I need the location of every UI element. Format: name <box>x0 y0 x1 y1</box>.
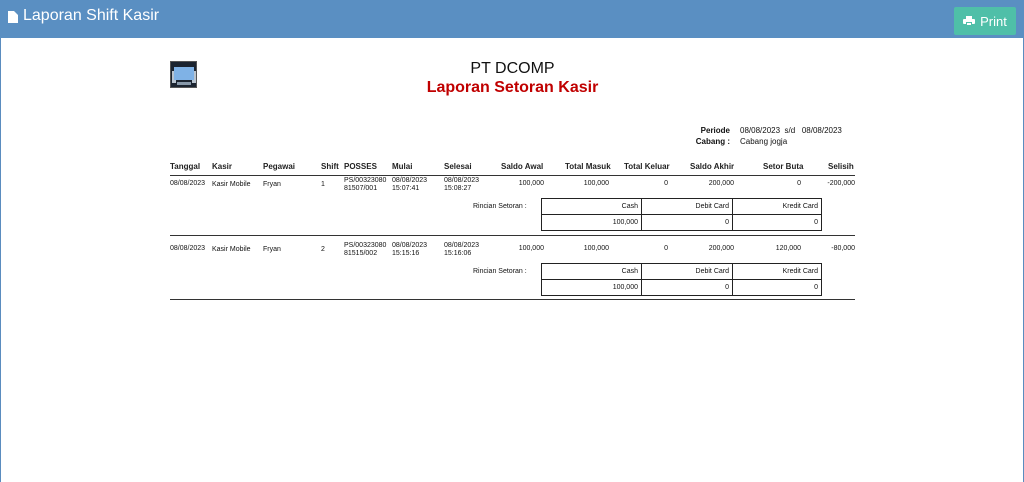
periode-value: 08/08/2023 s/d 08/08/2023 <box>740 126 842 135</box>
cell-total-masuk: 100,000 <box>583 245 609 252</box>
row-divider <box>170 235 855 236</box>
cell-mulai-time: 15:07:41 <box>392 185 420 192</box>
setoran-table <box>541 263 822 296</box>
cell-tanggal: 08/08/2023 <box>170 180 206 187</box>
cell-pegawai: Fryan <box>263 181 281 188</box>
cell-selesai-time: 15:16:06 <box>444 250 472 257</box>
cell-selisih: -80,000 <box>831 245 855 252</box>
setoran-header-cash: Cash <box>542 199 642 215</box>
cell-posses-line1: PS/00323080 <box>344 242 387 249</box>
cell-selesai-date: 08/08/2023 <box>444 177 480 184</box>
printer-icon <box>963 16 975 26</box>
table-header <box>170 156 855 176</box>
table-row <box>170 242 855 302</box>
cell-mulai-date: 08/08/2023 <box>392 242 428 249</box>
cell-mulai-time: 15:15:16 <box>392 250 420 257</box>
col-saldo-akhir: Saldo Akhir <box>690 162 735 171</box>
cell-total-keluar: 0 <box>664 245 668 252</box>
setoran-debit: 0 <box>642 280 733 296</box>
setoran-header-cash: Cash <box>542 264 642 280</box>
setoran-kredit: 0 <box>733 280 822 296</box>
rincian-label: Rincian Setoran : <box>473 268 527 275</box>
col-posses: POSSES <box>344 162 377 171</box>
col-total-masuk: Total Masuk <box>565 162 611 171</box>
cell-selesai-time: 15:08:27 <box>444 185 472 192</box>
cell-posses-line1: PS/00323080 <box>344 177 387 184</box>
company-name: PT DCOMP <box>470 60 555 77</box>
report-title: Laporan Setoran Kasir <box>426 79 599 96</box>
page-title-text: Laporan Shift Kasir <box>23 7 160 24</box>
cell-total-masuk: 100,000 <box>583 180 609 187</box>
col-saldo-awal: Saldo Awal <box>501 162 544 171</box>
print-button-label: Print <box>980 13 1007 29</box>
top-bar <box>0 0 1024 38</box>
cell-total-keluar: 0 <box>664 180 668 187</box>
cell-shift: 2 <box>321 246 325 253</box>
col-mulai: Mulai <box>392 162 413 171</box>
col-tanggal: Tanggal <box>170 162 201 171</box>
cabang-label: Cabang : <box>695 137 730 146</box>
cell-saldo-akhir: 200,000 <box>708 245 734 252</box>
setoran-header-debit: Debit Card <box>642 199 733 215</box>
col-selesai: Selesai <box>444 162 472 171</box>
page-title <box>8 7 159 25</box>
setoran-header-kredit: Kredit Card <box>733 199 822 215</box>
cell-tanggal: 08/08/2023 <box>170 245 206 252</box>
setoran-table <box>541 198 822 231</box>
document-icon <box>8 11 18 23</box>
cell-mulai-date: 08/08/2023 <box>392 177 428 184</box>
cell-pegawai: Fryan <box>263 246 281 253</box>
setoran-cash: 100,000 <box>542 280 642 296</box>
col-selisih: Selisih <box>828 162 854 171</box>
col-setor-buta: Setor Buta <box>763 162 804 171</box>
cell-posses-line2: 81507/001 <box>344 185 378 192</box>
cell-kasir: Kasir Mobile <box>212 181 251 188</box>
col-shift: Shift <box>321 162 339 171</box>
cell-setor-buta: 0 <box>797 180 801 187</box>
setoran-header-debit: Debit Card <box>642 264 733 280</box>
col-pegawai: Pegawai <box>263 162 296 171</box>
cell-selisih: -200,000 <box>827 180 855 187</box>
cell-selesai-date: 08/08/2023 <box>444 242 480 249</box>
table-row <box>170 177 855 237</box>
setoran-header-kredit: Kredit Card <box>733 264 822 280</box>
col-total-keluar: Total Keluar <box>624 162 670 171</box>
setoran-kredit: 0 <box>733 215 822 231</box>
col-kasir: Kasir <box>212 162 233 171</box>
cell-setor-buta: 120,000 <box>775 245 801 252</box>
cell-kasir: Kasir Mobile <box>212 246 251 253</box>
cell-saldo-awal: 100,000 <box>518 245 544 252</box>
cell-saldo-awal: 100,000 <box>518 180 544 187</box>
report-meta <box>690 125 842 147</box>
cabang-value: Cabang jogja <box>740 137 788 146</box>
periode-label: Periode <box>700 126 730 135</box>
rincian-label: Rincian Setoran : <box>473 203 527 210</box>
print-button[interactable] <box>954 7 1016 35</box>
cell-saldo-akhir: 200,000 <box>708 180 734 187</box>
setoran-debit: 0 <box>642 215 733 231</box>
cell-posses-line2: 81515/002 <box>344 250 378 257</box>
row-divider <box>170 299 855 300</box>
setoran-cash: 100,000 <box>542 215 642 231</box>
cell-shift: 1 <box>321 181 325 188</box>
